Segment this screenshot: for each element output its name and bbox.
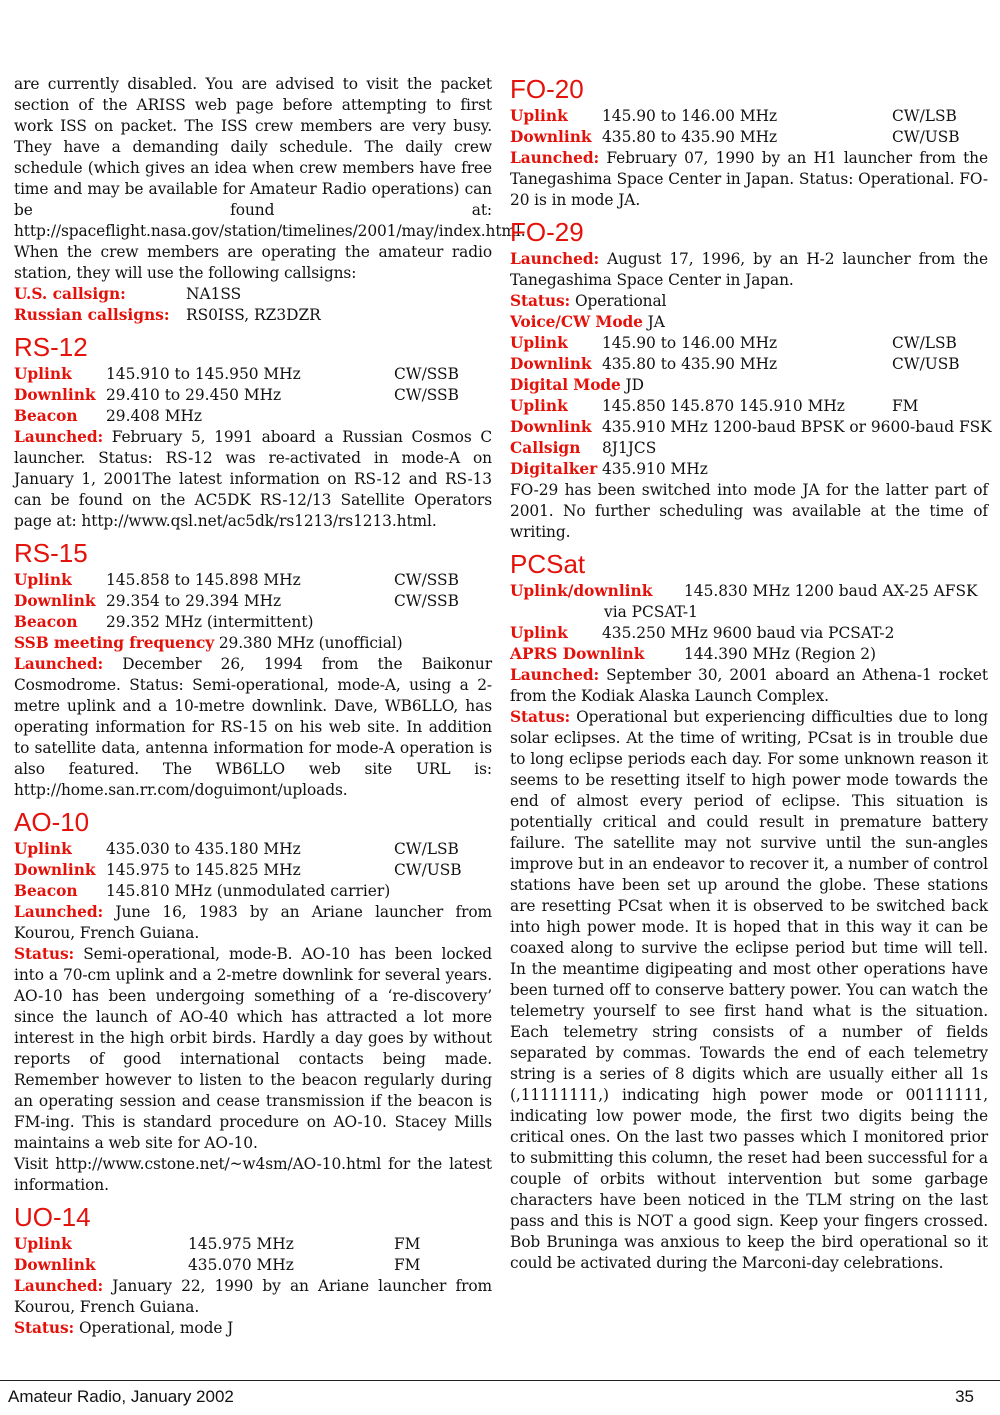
launched-text: January 22, 1990 by an Ariane launcher from Kourou, French Guiana. bbox=[14, 1277, 492, 1316]
freq-value: 29.408 MHz bbox=[106, 407, 203, 425]
russian-callsign-value: RS0ISS, RZ3DZR bbox=[186, 306, 321, 324]
status-text: Semi-operational, mode-B. AO-10 has been locked into a 70-cm uplink and a 2-metre downlink for several years. AO-10 has been undergoing something of a ‘re-discovery’ since the launch of AO-40 which has attracted a lot more interest in the high orbit birds. Hardly a day goes by without reports of good international contacts being made. Remember however to listen to the beacon regularly during an operating session and cease transmission if the beacon is FM-ing. This is standard procedure on AO-10. Stacey Mills maintains a web site for AO-10. bbox=[14, 945, 492, 1152]
freq-label: Downlink bbox=[14, 1256, 96, 1274]
mode-value: CW/USB bbox=[394, 861, 462, 879]
mode-value: CW/SSB bbox=[394, 386, 459, 404]
pcsat-uplink-row bbox=[510, 623, 988, 644]
fo29-note-paragraph: FO-29 has been switched into mode JA for the latter part of 2001. No further scheduling was available at the time of writing. bbox=[510, 481, 988, 541]
mode-value: FM bbox=[892, 397, 919, 415]
ao10-status-paragraph bbox=[14, 944, 492, 1154]
ao10-heading: AO-10 bbox=[14, 807, 90, 837]
freq-label: Beacon bbox=[14, 613, 78, 631]
freq-value: 145.810 MHz (unmodulated carrier) bbox=[106, 882, 391, 900]
freq-value: 435.910 MHz 1200-baud BPSK or 9600-baud FSK bbox=[602, 418, 992, 436]
right-column bbox=[510, 74, 992, 1274]
pcsat-status-paragraph bbox=[510, 707, 988, 1274]
freq-label: Uplink bbox=[14, 365, 72, 383]
freq-value: 29.410 to 29.450 MHz bbox=[106, 386, 282, 404]
page-footer bbox=[0, 1380, 1000, 1406]
rs15-uplink-row bbox=[14, 570, 492, 591]
rs12-beacon-row bbox=[14, 406, 492, 427]
status-label: Status: bbox=[510, 292, 571, 310]
launched-text: August 17, 1996, by an H-2 launcher from the Tanegashima Space Center in Japan. bbox=[510, 250, 988, 289]
freq-value: 435.070 MHz bbox=[188, 1256, 294, 1274]
ao10-visit-paragraph: Visit http://www.cstone.net/~w4sm/AO-10.html for the latest information. bbox=[14, 1155, 492, 1194]
mode-value: CW/USB bbox=[892, 355, 960, 373]
fo20-uplink-row bbox=[510, 106, 988, 127]
launched-text: September 30, 2001 aboard an Athena-1 rocket from the Kodiak Alaska Launch Complex. bbox=[510, 666, 988, 705]
freq-value: 435.80 to 435.90 MHz bbox=[602, 128, 778, 146]
uo14-launched-paragraph bbox=[14, 1276, 492, 1318]
mode-value: CW/LSB bbox=[892, 107, 957, 125]
launched-label: Launched: bbox=[510, 250, 600, 268]
pcsat-updown-continuation: via PCSAT-1 bbox=[604, 603, 698, 621]
status-text: Operational bbox=[570, 292, 667, 310]
freq-value: 29.354 to 29.394 MHz bbox=[106, 592, 282, 610]
launched-text: December 26, 1994 from the Baikonur Cosmodrome. Status: Semi-operational, mode-A, using a 2-metre uplink and a 10-metre downlink. Dave, WB6LLO, has operating information for RS-15 on his web site. In addition to satellite data, antenna information for mode-A operation is also featured. The WB6LLO web site URL is: http://home.san.rr.com/doguimont/uploads. bbox=[14, 655, 492, 799]
freq-label: Uplink bbox=[510, 107, 568, 125]
freq-value: 145.975 to 145.825 MHz bbox=[106, 861, 301, 879]
freq-label: Uplink bbox=[14, 840, 72, 858]
mode-value: CW/SSB bbox=[394, 571, 459, 589]
updown-label: Uplink/downlink bbox=[510, 582, 653, 600]
mode-value bbox=[394, 881, 494, 902]
fo20-downlink-row bbox=[510, 127, 988, 148]
freq-label: Downlink bbox=[510, 418, 592, 436]
fo29-digital-mode-row bbox=[510, 375, 988, 396]
freq-label: Uplink bbox=[510, 334, 568, 352]
rs15-launched-paragraph bbox=[14, 654, 492, 801]
freq-label: Downlink bbox=[510, 355, 592, 373]
pcsat-heading: PCSat bbox=[510, 549, 586, 579]
status-label: Status: bbox=[14, 945, 75, 963]
fo29-digital-uplink-row bbox=[510, 396, 988, 417]
publication-title: Amateur Radio, January 2002 bbox=[8, 1387, 234, 1406]
fo29-callsign-row bbox=[510, 438, 988, 459]
status-label: Status: bbox=[14, 1319, 75, 1337]
voice-mode-label: Voice/CW Mode bbox=[510, 313, 643, 331]
freq-value: 145.858 to 145.898 MHz bbox=[106, 571, 301, 589]
freq-label: Beacon bbox=[14, 407, 78, 425]
uo14-uplink-row bbox=[14, 1234, 492, 1255]
ao10-launched-paragraph bbox=[14, 902, 492, 944]
freq-value: 435.80 to 435.90 MHz bbox=[602, 355, 778, 373]
ssb-label: SSB meeting frequency bbox=[14, 634, 215, 652]
mode-value bbox=[394, 612, 494, 633]
launched-text: February 07, 1990 by an H1 launcher from the Tanegashima Space Center in Japan. Status: Operational. FO-20 is in mode JA. bbox=[510, 149, 988, 209]
rs12-downlink-row bbox=[14, 385, 492, 406]
mode-value: CW/SSB bbox=[394, 365, 459, 383]
page-number: 35 bbox=[955, 1387, 974, 1406]
mode-value: CW/USB bbox=[892, 128, 960, 146]
pcsat-aprs-row bbox=[510, 644, 988, 665]
mode-value: CW/SSB bbox=[394, 592, 459, 610]
fo29-voice-downlink-row bbox=[510, 354, 988, 375]
uplink-value: 435.250 MHz 9600 baud via PCSAT-2 bbox=[602, 624, 895, 642]
russian-callsign-row bbox=[14, 305, 492, 326]
fo20-launched-paragraph bbox=[510, 148, 988, 211]
fo20-heading: FO-20 bbox=[510, 74, 584, 104]
uo14-status-paragraph bbox=[14, 1318, 492, 1339]
launched-text: February 5, 1991 aboard a Russian Cosmos C launcher. Status: RS-12 was re-activated in mode-A on January 1, 2001The latest information on RS-12 and RS-13 can be found on the AC5DK RS-12/13 Satellite Operators page at: http://www.qsl.net/ac5dk/rs1213/rs1213.html. bbox=[14, 428, 492, 530]
left-column bbox=[14, 74, 526, 1339]
ao10-uplink-row bbox=[14, 839, 492, 860]
freq-label: Uplink bbox=[14, 1235, 72, 1253]
freq-value: 145.90 to 146.00 MHz bbox=[602, 334, 778, 352]
rs15-downlink-row bbox=[14, 591, 492, 612]
launched-label: Launched: bbox=[510, 666, 600, 684]
us-callsign-label: U.S. callsign: bbox=[14, 285, 126, 303]
fo29-digitalker-row bbox=[510, 459, 988, 480]
updown-value: 145.830 MHz 1200 baud AX-25 AFSK bbox=[684, 582, 978, 600]
freq-label: Callsign bbox=[510, 439, 581, 457]
mode-value: FM bbox=[394, 1235, 421, 1253]
ao10-downlink-row bbox=[14, 860, 492, 881]
mode-value bbox=[892, 438, 988, 459]
freq-label: Downlink bbox=[14, 861, 96, 879]
launched-label: Launched: bbox=[14, 1277, 104, 1295]
rs12-launched-paragraph bbox=[14, 427, 492, 532]
rs15-beacon-row bbox=[14, 612, 492, 633]
freq-value: 145.975 MHz bbox=[188, 1235, 294, 1253]
fo29-heading: FO-29 bbox=[510, 217, 584, 247]
pcsat-updown-row bbox=[510, 581, 988, 602]
fo29-voice-mode-row bbox=[510, 312, 988, 333]
uo14-downlink-row bbox=[14, 1255, 492, 1276]
fo29-voice-uplink-row bbox=[510, 333, 988, 354]
digital-mode-value: JD bbox=[620, 376, 644, 394]
us-callsign-row bbox=[14, 284, 492, 305]
fo29-status-row bbox=[510, 291, 988, 312]
us-callsign-value: NA1SS bbox=[186, 285, 242, 303]
pcsat-launched-paragraph bbox=[510, 665, 988, 707]
status-text: Operational but experiencing difficulties due to long solar eclipses. At the time of writing, PCsat is in trouble due to long eclipse periods each day. For some unknown reason it seems to be resetting itself to high power mode towards the end of almost every period of eclipse. This situation is potentially critical and could result in premature battery failure. The satellite may not survive until the sun-angles improve but in an endeavor to recover it, a number of control stations have been set up around the globe. These stations are resetting PCsat when it is observed to be switched back into high power mode. It is hoped that in this way it can be coaxed along to survive the eclipse period but time will tell. In the meantime digipeating and most other operations have been turned off to conserve battery power. You can watch the telemetry yourself to see first hand what is the situation. Each telemetry string consists of a number of fields separated by commas. Towards the end of each telemetry string is a series of 8 digits which are usually either all 1s (,11111111,) indicating high power mode or 00111111, indicating low power mode, the first two digits being the critical ones. On the last two passes which I monitored prior to submitting this column, the reset had been successful for a couple of orbits without intervention but some garbage characters have been noticed in the TLM string on the last pass and this is NOT a good sign. Keep your fingers crossed. Bob Bruninga was anxious to keep the bird operational so it could be activated during the Marconi-day celebrations. bbox=[510, 708, 988, 1272]
uplink-label: Uplink bbox=[510, 624, 568, 642]
status-label: Status: bbox=[510, 708, 571, 726]
russian-callsign-label: Russian callsigns: bbox=[14, 306, 170, 324]
freq-label: Uplink bbox=[510, 397, 568, 415]
aprs-label: APRS Downlink bbox=[510, 645, 645, 663]
freq-label: Beacon bbox=[14, 882, 78, 900]
freq-label: Uplink bbox=[14, 571, 72, 589]
freq-value: 145.910 to 145.950 MHz bbox=[106, 365, 301, 383]
freq-value: 145.90 to 146.00 MHz bbox=[602, 107, 778, 125]
freq-value: 29.352 MHz (intermittent) bbox=[106, 613, 314, 631]
digital-mode-label: Digital Mode bbox=[510, 376, 621, 394]
voice-mode-value: JA bbox=[642, 313, 665, 331]
rs12-uplink-row bbox=[14, 364, 492, 385]
freq-value: 145.850 145.870 145.910 MHz bbox=[602, 397, 845, 415]
freq-label: Downlink bbox=[510, 128, 592, 146]
mode-value: FM bbox=[394, 1256, 421, 1274]
freq-label: Downlink bbox=[14, 386, 96, 404]
freq-value: 8J1JCS bbox=[602, 439, 657, 457]
rs12-heading: RS-12 bbox=[14, 332, 88, 362]
launched-label: Launched: bbox=[14, 903, 104, 921]
mode-value bbox=[394, 406, 494, 427]
launched-text: June 16, 1983 by an Ariane launcher from Kourou, French Guiana. bbox=[14, 903, 492, 942]
mode-value: CW/LSB bbox=[394, 840, 459, 858]
freq-value: 435.910 MHz bbox=[602, 460, 708, 478]
launched-label: Launched: bbox=[14, 428, 104, 446]
mode-value: CW/LSB bbox=[892, 334, 957, 352]
freq-value: 435.030 to 435.180 MHz bbox=[106, 840, 301, 858]
fo29-launched-paragraph bbox=[510, 249, 988, 291]
rs15-heading: RS-15 bbox=[14, 538, 88, 568]
ao10-beacon-row bbox=[14, 881, 492, 902]
iss-intro-paragraph: are currently disabled. You are advised to visit the packet section of the ARISS web page before attempting to first work ISS on packet. The ISS crew members are very busy. They have a demanding daily schedule. The daily crew schedule (which gives an idea when crew members have free time and may be available for Amateur Radio operations) can be found at: http://spaceflight.nasa.gov/station/timelines/2001/may/index.html. When the crew members are operating the amateur radio station, they will use the following callsigns: bbox=[14, 75, 526, 282]
rs15-ssb-row bbox=[14, 633, 492, 654]
launched-label: Launched: bbox=[510, 149, 600, 167]
fo29-digital-downlink-row bbox=[510, 417, 992, 438]
mode-value bbox=[892, 459, 988, 480]
freq-label: Digitalker bbox=[510, 460, 598, 478]
aprs-value: 144.390 MHz (Region 2) bbox=[684, 645, 877, 663]
status-text: Operational, mode J bbox=[74, 1319, 234, 1337]
freq-label: Downlink bbox=[14, 592, 96, 610]
launched-label: Launched: bbox=[14, 655, 104, 673]
uo14-heading: UO-14 bbox=[14, 1202, 91, 1232]
ssb-value: 29.380 MHz (unofficial) bbox=[214, 634, 403, 652]
